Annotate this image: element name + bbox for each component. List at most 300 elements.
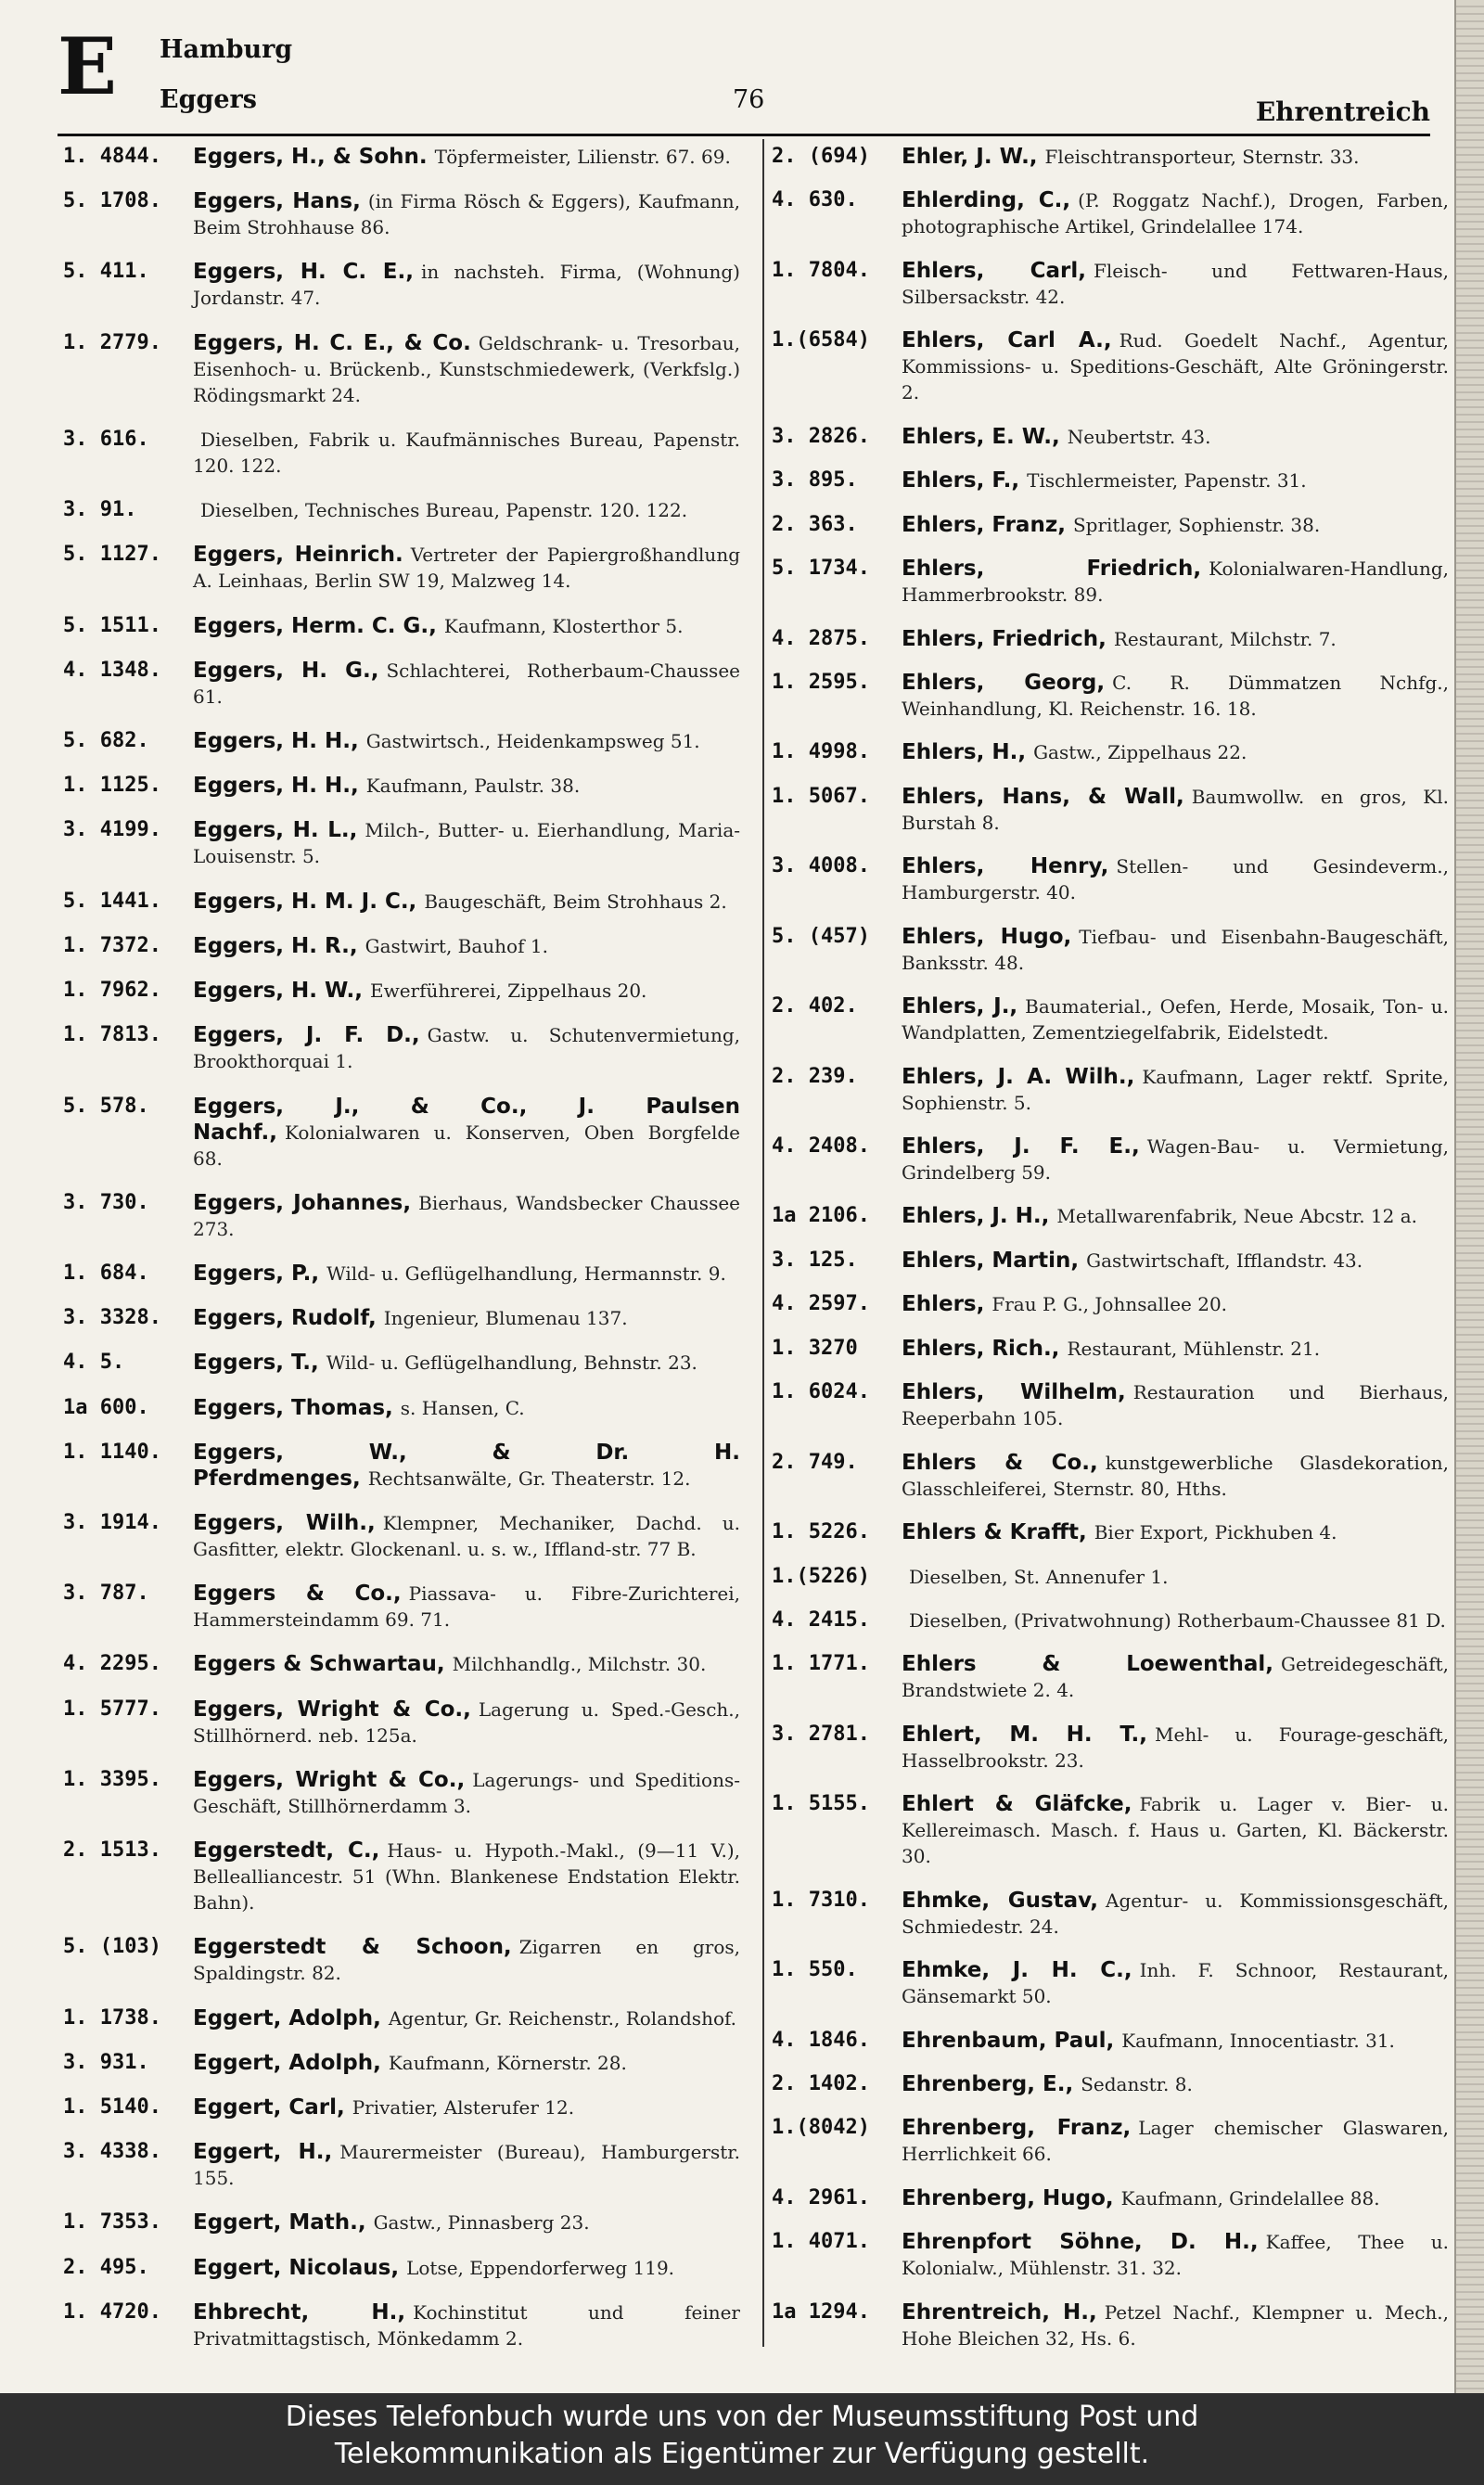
phone-number: 5. 1441.	[63, 889, 161, 913]
subscriber-name: Ehlers, Franz,	[902, 512, 1066, 537]
phone-number: 3. 91.	[63, 498, 137, 522]
directory-entry	[63, 1582, 740, 1633]
subscriber-details: Schlachterei, Rotherbaum-Chaussee 61.	[193, 659, 740, 708]
section-letter: E	[58, 20, 118, 112]
entry-text	[902, 627, 1449, 653]
phone-number: 1a 600.	[63, 1395, 149, 1419]
entry-text	[902, 1608, 1449, 1634]
subscriber-details: C. R. Dümmatzen Nchfg., Weinhandlung, Kl. Reichenstr. 16. 18.	[902, 671, 1450, 720]
phone-number: 1. 684.	[63, 1261, 149, 1285]
phone-number: 3. 895.	[772, 468, 858, 493]
directory-entry	[63, 1023, 740, 1075]
phone-number: 4. 2408.	[772, 1134, 870, 1158]
phone-number: 2. 749.	[772, 1450, 858, 1474]
subscriber-details: kunstgewerbliche Glasdekoration, Glasschleiferei, Sternstr. 80, Hths.	[902, 1451, 1449, 1500]
subscriber-details: in nachsteh. Firma, (Wohnung) Jordanstr. 47.	[193, 261, 740, 310]
phone-number: 1. 5777.	[63, 1697, 161, 1721]
directory-entry	[772, 1065, 1449, 1117]
directory-entry	[63, 818, 740, 870]
subscriber-name: Ehlers,	[902, 1292, 985, 1317]
phone-number: 2. 239.	[772, 1064, 858, 1088]
subscriber-details: Klempner, Mechaniker, Dachd. u. Gasfitter, elektr. Glockenanl. u. s. w., Iffland-str. 77 B.	[193, 1512, 740, 1561]
entry-text	[193, 934, 740, 960]
phone-number: 3. 2781.	[772, 1722, 870, 1746]
subscriber-name: Ehlers, Hugo,	[902, 924, 1072, 949]
subscriber-details: Gastwirtschaft, Ifflandstr. 43.	[1086, 1249, 1363, 1272]
phone-number: 1. 7353.	[63, 2210, 161, 2235]
entry-text	[193, 2210, 740, 2236]
entry-text	[902, 425, 1449, 451]
directory-entry	[63, 1191, 740, 1243]
entry-text	[193, 2300, 740, 2352]
entry-text	[902, 854, 1449, 906]
directory-entry	[772, 1337, 1449, 1363]
subscriber-details: Kolonialwaren u. Konserven, Oben Borgfelde 68.	[193, 1121, 740, 1170]
subscriber-details: Wild- u. Geflügelhandlung, Behnstr. 23.	[326, 1351, 697, 1375]
subscriber-name: Eggert, H.,	[193, 2140, 333, 2165]
directory-entry	[772, 2072, 1449, 2098]
subscriber-name: Eggers, P.,	[193, 1261, 320, 1286]
phone-number: 1a 1294.	[772, 2299, 870, 2324]
phone-number: 1. 7962.	[63, 979, 161, 1003]
directory-entry	[63, 890, 740, 916]
subscriber-name: Ehler, J. W.,	[902, 145, 1038, 169]
directory-entry	[63, 1511, 740, 1563]
subscriber-details: (in Firma Rösch & Eggers), Kaufmann, Beim Strohhause 86.	[193, 190, 740, 239]
subscriber-details: Inh. F. Schnoor, Restaurant, Gänsemarkt 50.	[902, 1959, 1449, 2008]
entry-text	[902, 1451, 1449, 1503]
subscriber-name: Ehlers, Georg,	[902, 670, 1106, 695]
subscriber-name: Ehrentreich, H.,	[902, 2299, 1097, 2325]
directory-entry	[772, 740, 1449, 766]
phone-number: 1. 7804.	[772, 258, 870, 282]
phone-number: 4. 2875.	[772, 626, 870, 650]
phone-number: 3. 2826.	[772, 424, 870, 448]
directory-entry	[772, 1889, 1449, 1941]
directory-entry	[772, 425, 1449, 451]
subscriber-name: Eggers, H. M. J. C.,	[193, 889, 417, 914]
entry-text	[902, 1723, 1449, 1774]
directory-entry	[63, 428, 740, 480]
entry-text	[902, 1565, 1449, 1591]
directory-entry	[772, 1565, 1449, 1591]
entry-text	[902, 671, 1449, 723]
subscriber-details: Lager chemischer Glaswaren, Herrlichkeit 66.	[902, 2117, 1449, 2166]
phone-number: 4. 5.	[63, 1351, 125, 1375]
ownership-notice	[0, 2393, 1484, 2485]
subscriber-details: Milchhandlg., Milchstr. 30.	[452, 1653, 707, 1676]
right-column	[772, 145, 1449, 2352]
entry-text	[193, 428, 740, 480]
left-column	[63, 145, 740, 2352]
directory-entry	[772, 1723, 1449, 1774]
directory-entry	[63, 2006, 740, 2032]
subscriber-details: Wild- u. Geflügelhandlung, Hermannstr. 9.	[326, 1262, 726, 1285]
directory-entry	[772, 1792, 1449, 1870]
phone-number: 1. 4998.	[772, 740, 870, 764]
directory-entry	[772, 1608, 1449, 1634]
entry-text	[193, 1935, 740, 1987]
entry-text	[193, 145, 740, 171]
entry-text	[193, 1306, 740, 1332]
phone-number: 3. 931.	[63, 2050, 149, 2074]
directory-entry	[63, 2140, 740, 2192]
subscriber-name: Eggers, H. H.,	[193, 774, 359, 799]
subscriber-details: Baumaterial., Oefen, Herde, Mosaik, Ton- u. Wandplatten, Zementziegelfabrik, Eidelstedt.	[902, 995, 1449, 1044]
directory-entry	[63, 2256, 740, 2282]
subscriber-details: Lagerungs- und Speditions-Geschäft, Stillhörnerdamm 3.	[193, 1768, 740, 1817]
phone-number: 2. 402.	[772, 994, 858, 1018]
phone-number: 1. 4071.	[772, 2230, 870, 2254]
subscriber-details: Lagerung u. Sped.-Gesch., Stillhörnerd. neb. 125a.	[193, 1697, 740, 1747]
subscriber-name: Ehmke, Gustav,	[902, 1888, 1099, 1913]
phone-number: 5. 682.	[63, 728, 149, 752]
subscriber-details: Dieselben, St. Annenufer 1.	[909, 1565, 1169, 1588]
subscriber-name: Ehlers & Krafft,	[902, 1520, 1087, 1545]
entry-text	[902, 145, 1449, 171]
phone-number: 2. 495.	[63, 2255, 149, 2279]
entry-text	[193, 774, 740, 800]
phone-number: 1. 7372.	[63, 933, 161, 957]
entry-text	[902, 1652, 1449, 1704]
directory-entry	[772, 1652, 1449, 1704]
entry-text	[193, 498, 740, 524]
range-start-heading: Eggers	[160, 85, 257, 114]
directory-entry	[63, 331, 740, 409]
phone-number: 1. 6024.	[772, 1380, 870, 1404]
phone-number: 1. 2595.	[772, 670, 870, 694]
entry-text	[193, 1838, 740, 1916]
phone-number: 3. 1914.	[63, 1511, 161, 1535]
subscriber-details: Privatier, Alsterufer 12.	[352, 2096, 575, 2119]
subscriber-name: Ehlert, M. H. T.,	[902, 1722, 1148, 1747]
directory-entry	[772, 188, 1449, 240]
subscriber-name: Eggers, H. H.,	[193, 728, 359, 753]
directory-entry	[772, 1292, 1449, 1318]
subscriber-details: Töpfermeister, Lilienstr. 67. 69.	[434, 146, 731, 168]
subscriber-details: Agentur, Gr. Reichenstr., Rolandshof.	[388, 2006, 737, 2030]
entry-text	[902, 1249, 1449, 1275]
directory-entry	[63, 1095, 740, 1172]
phone-number: 5. 1127.	[63, 543, 161, 567]
subscriber-details: (P. Roggatz Nachf.), Drogen, Farben, photographische Artikel, Grindelallee 174.	[902, 189, 1449, 238]
directory-entry	[772, 145, 1449, 171]
subscriber-name: Eggers, Hans,	[193, 189, 361, 214]
directory-entry	[772, 854, 1449, 906]
subscriber-details: Frau P. G., Johnsallee 20.	[991, 1293, 1228, 1316]
subscriber-name: Ehlers, H.,	[902, 740, 1027, 765]
subscriber-details: Gastwirt, Bauhof 1.	[365, 934, 548, 957]
phone-number: 5. 1511.	[63, 613, 161, 637]
subscriber-name: Ehlers, J. H.,	[902, 1204, 1050, 1229]
entry-text	[193, 2140, 740, 2192]
directory-entry	[772, 1204, 1449, 1230]
entry-text	[902, 1337, 1449, 1363]
phone-number: 2. 1513.	[63, 1838, 161, 1863]
directory-entry	[772, 1520, 1449, 1546]
subscriber-name: Ehlers, E. W.,	[902, 424, 1060, 449]
phone-number: 1. 1125.	[63, 774, 161, 798]
entry-text	[902, 557, 1449, 608]
subscriber-name: Eggers, Wilh.,	[193, 1511, 376, 1536]
subscriber-name: Eggers, Johannes,	[193, 1190, 412, 1215]
entry-text	[193, 2256, 740, 2282]
phone-number: 3. 616.	[63, 427, 149, 451]
entry-text	[193, 890, 740, 916]
entry-text	[902, 513, 1449, 539]
subscriber-details: Dieselben, Technisches Bureau, Papenstr. 120. 122.	[200, 499, 688, 522]
subscriber-name: Eggers, Wright & Co.,	[193, 1697, 471, 1722]
entry-text	[902, 1889, 1449, 1941]
phone-number: 1. 3270	[772, 1336, 858, 1360]
subscriber-details: Rechtsanwälte, Gr. Theaterstr. 12.	[367, 1467, 691, 1490]
range-end-heading: Ehrentreich	[1255, 96, 1430, 127]
entry-text	[902, 2072, 1449, 2098]
subscriber-details: Lotse, Eppendorferweg 119.	[406, 2256, 675, 2279]
subscriber-name: Ehrenpfort Söhne, D. H.,	[902, 2230, 1259, 2255]
phone-number: 5. 1708.	[63, 189, 161, 213]
phone-number: 1.(6584)	[772, 328, 870, 352]
subscriber-name: Ehlers, Carl A.,	[902, 328, 1112, 353]
subscriber-name: Eggers, J. F. D.,	[193, 1023, 420, 1048]
entry-text	[902, 2029, 1449, 2055]
phone-number: 2. 363.	[772, 512, 858, 536]
subscriber-name: Eggers, H. R.,	[193, 933, 358, 958]
directory-entry	[772, 671, 1449, 723]
subscriber-name: Eggers, Rudolf,	[193, 1306, 377, 1331]
directory-entry	[772, 2300, 1449, 2352]
entry-text	[193, 729, 740, 755]
phone-number: 1. 1771.	[772, 1652, 870, 1676]
subscriber-details: Restauration und Bierhaus, Reeperbahn 105.	[902, 1381, 1450, 1430]
entry-text	[193, 614, 740, 640]
phone-number: 3. 3328.	[63, 1306, 161, 1330]
entry-text	[902, 1134, 1449, 1186]
subscriber-details: Gastw., Pinnasberg 23.	[373, 2211, 590, 2235]
subscriber-details: Kaufmann, Klosterthor 5.	[443, 614, 684, 637]
directory-entry	[63, 1768, 740, 1820]
phone-number: 5. 411.	[63, 260, 149, 284]
subscriber-details: Bier Export, Pickhuben 4.	[1094, 1521, 1337, 1544]
subscriber-details: Restaurant, Milchstr. 7.	[1113, 627, 1337, 650]
phone-number: 3. 787.	[63, 1582, 149, 1606]
subscriber-name: Ehlers & Co.,	[902, 1450, 1098, 1475]
subscriber-name: Ehlers, Henry,	[902, 854, 1109, 879]
directory-entry	[772, 1958, 1449, 2010]
subscriber-details: Gastwirtsch., Heidenkampsweg 51.	[365, 729, 700, 752]
directory-entry	[772, 1451, 1449, 1503]
phone-number: 5. (103)	[63, 1935, 161, 1959]
phone-number: 4. 1846.	[772, 2028, 870, 2052]
entry-text	[902, 994, 1449, 1046]
subscriber-name: Ehlers, Hans, & Wall,	[902, 784, 1184, 809]
subscriber-details: Restaurant, Mühlenstr. 21.	[1067, 1337, 1321, 1360]
entry-text	[193, 1262, 740, 1287]
phone-number: 1.(5226)	[772, 1564, 870, 1588]
directory-entry	[772, 1380, 1449, 1432]
directory-entry	[63, 1351, 740, 1377]
subscriber-name: Ehlers, Carl,	[902, 258, 1086, 283]
entry-text	[193, 1511, 740, 1563]
entry-text	[902, 2300, 1449, 2352]
entry-text	[193, 1095, 740, 1172]
directory-entry	[772, 994, 1449, 1046]
subscriber-name: Eggers, H. W.,	[193, 979, 363, 1004]
phone-number: 1. 550.	[772, 1958, 858, 1982]
subscriber-name: Eggert, Adolph,	[193, 2050, 381, 2075]
directory-entry	[63, 1306, 740, 1332]
phone-number: 4. 2415.	[772, 1608, 870, 1632]
directory-entry	[63, 774, 740, 800]
subscriber-details: Piassava- u. Fibre-Zurichterei, Hammersteindamm 69. 71.	[193, 1582, 741, 1632]
subscriber-name: Eggers, J., & Co., J. Paulsen Nachf.,	[193, 1094, 740, 1145]
entry-text	[193, 1582, 740, 1633]
directory-entry	[772, 259, 1449, 311]
phone-number: 4. 630.	[772, 188, 858, 212]
entry-text	[902, 1380, 1449, 1432]
entry-text	[902, 468, 1449, 494]
phone-number: 1a 2106.	[772, 1204, 870, 1228]
phone-number: 1. 5226.	[772, 1520, 870, 1544]
subscriber-name: Eggers, W., & Dr. H. Pferdmenges,	[193, 1440, 740, 1491]
entry-text	[193, 1023, 740, 1075]
phone-number: 3. 4199.	[63, 818, 161, 842]
subscriber-details: Fabrik u. Lager v. Bier- u. Kellereimasch. Masch. f. Haus u. Garten, Kl. Bäckerstr. 30.	[902, 1793, 1449, 1868]
entry-text	[902, 740, 1449, 766]
entry-text	[193, 331, 740, 409]
subscriber-name: Eggers, H. G.,	[193, 658, 379, 683]
subscriber-name: Eggers, Herm. C. G.,	[193, 613, 437, 638]
phone-number: 1. 1140.	[63, 1440, 161, 1464]
directory-entry	[63, 189, 740, 241]
entry-text	[902, 188, 1449, 240]
phone-number: 1. 4844.	[63, 145, 161, 168]
directory-entry	[772, 2230, 1449, 2282]
subscriber-name: Eggers & Schwartau,	[193, 1652, 445, 1677]
entry-text	[193, 659, 740, 711]
subscriber-details: Vertreter der Papiergroßhandlung A. Leinhaas, Berlin SW 19, Malzweg 14.	[193, 544, 740, 593]
page-edge-strip	[1454, 0, 1484, 2393]
directory-entry	[772, 328, 1449, 406]
entry-text	[902, 785, 1449, 837]
phone-number: 1.(8042)	[772, 2116, 870, 2140]
subscriber-details: Kaufmann, Grindelallee 88.	[1120, 2186, 1380, 2210]
subscriber-name: Eggert, Adolph,	[193, 2005, 381, 2030]
directory-entry	[63, 1396, 740, 1422]
subscriber-name: Ehrenberg, E.,	[902, 2072, 1074, 2096]
subscriber-name: Ehlers, Martin,	[902, 1248, 1080, 1273]
directory-entry	[63, 1262, 740, 1287]
directory-entry	[63, 659, 740, 711]
phone-number: 1. 1738.	[63, 2005, 161, 2030]
directory-entry	[772, 627, 1449, 653]
subscriber-name: Eggers, H. C. E., & Co.	[193, 330, 471, 355]
entry-text	[193, 1191, 740, 1243]
subscriber-name: Eggert, Math.,	[193, 2210, 366, 2235]
subscriber-name: Eggers, H. C. E.,	[193, 260, 414, 285]
entry-text	[193, 1697, 740, 1749]
subscriber-name: Eggers, H. L.,	[193, 818, 358, 843]
phone-number: 1. 4720.	[63, 2299, 161, 2324]
subscriber-details: Tiefbau- und Eisenbahn-Baugeschäft, Banksstr. 48.	[902, 925, 1449, 974]
entry-text	[193, 2051, 740, 2077]
subscriber-details: Neubertstr. 43.	[1067, 425, 1211, 448]
phone-number: 5. 578.	[63, 1094, 149, 1118]
subscriber-name: Ehlers, J. A. Wilh.,	[902, 1064, 1135, 1089]
entry-text	[902, 1520, 1449, 1546]
entry-text	[193, 1351, 740, 1377]
directory-entry	[63, 498, 740, 524]
subscriber-name: Ehrenberg, Hugo,	[902, 2185, 1114, 2210]
subscriber-name: Ehbrecht, H.,	[193, 2299, 406, 2325]
subscriber-details: Kaufmann, Lager rektf. Sprite, Sophienstr. 5.	[902, 1065, 1449, 1114]
subscriber-details: Getreidegeschäft, Brandstwiete 2. 4.	[902, 1653, 1449, 1702]
entry-text	[902, 259, 1449, 311]
subscriber-details: Maurermeister (Bureau), Hamburgerstr. 155.	[193, 2141, 740, 2190]
subscriber-details: Sedanstr. 8.	[1081, 2073, 1193, 2095]
entry-text	[193, 1768, 740, 1820]
subscriber-details: Ingenieur, Blumenau 137.	[383, 1307, 628, 1330]
subscriber-name: Ehlers, Friedrich,	[902, 626, 1107, 651]
subscriber-name: Ehlers, J.,	[902, 994, 1018, 1019]
phone-number: 3. 4008.	[772, 854, 870, 878]
subscriber-details: Baugeschäft, Beim Strohhaus 2.	[424, 890, 727, 913]
subscriber-name: Eggers, T.,	[193, 1351, 319, 1376]
subscriber-details: Gastw., Zippelhaus 22.	[1033, 741, 1247, 764]
entry-text	[902, 925, 1449, 977]
phone-number: 1. 5067.	[772, 784, 870, 808]
subscriber-details: Fleischtransporteur, Sternstr. 33.	[1044, 146, 1360, 168]
subscriber-name: Eggers, Thomas,	[193, 1395, 393, 1420]
subscriber-details: Kolonialwaren-Handlung, Hammerbrookstr. 89.	[902, 557, 1449, 607]
phone-number: 4. 2961.	[772, 2185, 870, 2210]
phone-number: 3. 125.	[772, 1248, 858, 1272]
subscriber-details: Kaufmann, Innocentiastr. 31.	[1121, 2029, 1395, 2052]
directory-entry	[63, 2051, 740, 2077]
page-number: 76	[733, 85, 765, 114]
entry-text	[193, 543, 740, 595]
entry-text	[193, 818, 740, 870]
directory-entry	[772, 2029, 1449, 2055]
subscriber-name: Eggers, Heinrich.	[193, 543, 403, 568]
subscriber-details: Kaffee, Thee u. Kolonialw., Mühlenstr. 31. 32.	[902, 2231, 1449, 2280]
subscriber-details: Kaufmann, Paulstr. 38.	[365, 775, 581, 798]
entry-text	[902, 1958, 1449, 2010]
subscriber-details: Wagen-Bau- u. Vermietung, Grindelberg 59.	[902, 1135, 1449, 1184]
city-heading: Hamburg	[160, 35, 293, 64]
directory-entry	[772, 468, 1449, 494]
directory-entry	[772, 1249, 1449, 1275]
directory-entry	[772, 925, 1449, 977]
subscriber-name: Ehlers & Loewenthal,	[902, 1652, 1273, 1677]
phone-number: 5. (457)	[772, 924, 870, 948]
phone-number: 2. (694)	[772, 145, 870, 168]
entry-text	[902, 328, 1449, 406]
subscriber-name: Eggert, Carl,	[193, 2095, 345, 2120]
header-rule	[58, 134, 1430, 136]
subscriber-name: Eggers & Co.,	[193, 1582, 402, 1607]
phone-number: 4. 2597.	[772, 1292, 870, 1316]
entry-text	[193, 260, 740, 312]
directory-entry	[772, 2186, 1449, 2212]
subscriber-details: Spritlager, Sophienstr. 38.	[1072, 513, 1321, 536]
phone-number: 5. 1734.	[772, 557, 870, 581]
subscriber-name: Ehlers, Wilhelm,	[902, 1380, 1126, 1405]
directory-entry	[63, 729, 740, 755]
subscriber-details: Gastw. u. Schutenvermietung, Brookthorquai 1.	[193, 1024, 740, 1073]
subscriber-details: Haus- u. Hypoth.-Makl., (9—11 V.), Bellealliancestr. 51 (Whn. Blankenese Endstation Elektr. Bahn).	[193, 1839, 740, 1915]
subscriber-details: Agentur- u. Kommissionsgeschäft, Schmiedestr. 24.	[902, 1889, 1449, 1938]
